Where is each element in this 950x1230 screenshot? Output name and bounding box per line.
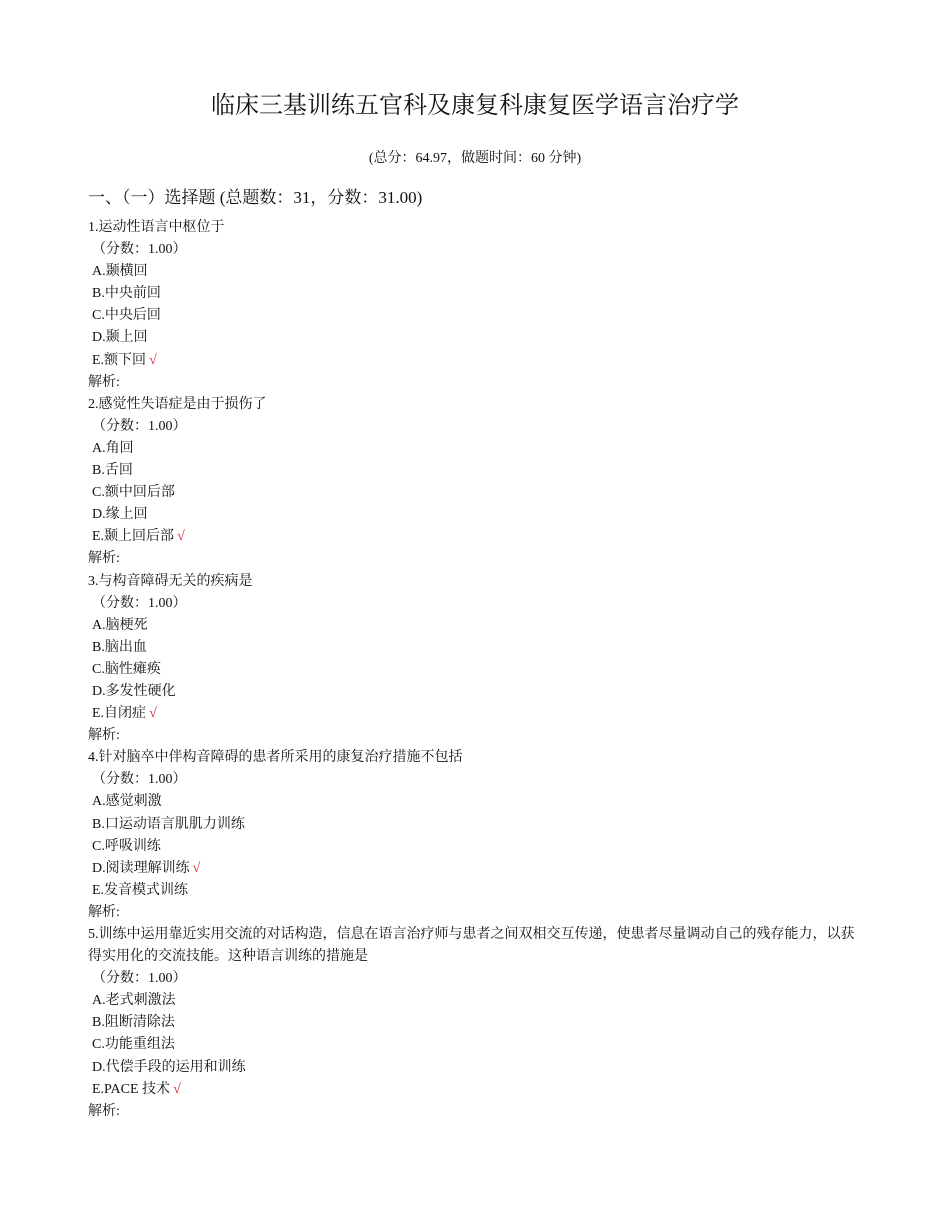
question-1 (88, 217, 863, 394)
option-text: E.自闭症 (92, 706, 147, 722)
option-d (88, 858, 863, 880)
option-d (88, 681, 863, 703)
document-title: 临床三基训练五官科及康复科康复医学语言治疗学 (211, 91, 739, 119)
option-text: A.角回 (92, 440, 134, 456)
option-c (88, 305, 863, 327)
option-text: A.脑梗死 (92, 617, 148, 633)
option-d (88, 504, 863, 526)
option-text: B.口运动语言肌肌力训练 (92, 816, 245, 832)
section-heading: 一、（一）选择题 (总题数：31，分数：31.00) (88, 188, 423, 207)
option-text: D.缘上回 (92, 507, 148, 523)
option-d (88, 327, 863, 349)
option-e (88, 880, 863, 902)
option-a (88, 438, 863, 460)
option-text: A.老式刺激法 (92, 993, 176, 1009)
question-analysis: 解析: (88, 728, 120, 744)
option-b (88, 1012, 863, 1034)
option-text: E.额下回 (92, 352, 147, 368)
option-text: A.颞横回 (92, 264, 148, 280)
question-3 (88, 571, 863, 748)
option-text: C.中央后回 (92, 308, 161, 324)
option-text: E.发音模式训练 (92, 882, 189, 898)
option-text: B.阻断清除法 (92, 1015, 175, 1031)
option-text: C.额中回后部 (92, 485, 175, 501)
question-stem: 1.运动性语言中枢位于 (88, 220, 225, 235)
question-stem: 2.感觉性失语症是由于损伤了 (88, 396, 267, 412)
correct-check-icon: √ (177, 529, 185, 545)
option-text: C.脑性瘫痪 (92, 661, 161, 677)
question-analysis: 解析: (88, 374, 120, 390)
option-d (88, 1057, 863, 1079)
option-a (88, 615, 863, 637)
question-analysis: 解析: (88, 551, 120, 567)
question-list (88, 217, 863, 1123)
option-text: B.舌回 (92, 463, 133, 479)
option-c (88, 836, 863, 858)
question-2 (88, 394, 863, 571)
option-text: D.代偿手段的运用和训练 (92, 1059, 246, 1075)
option-a (88, 990, 863, 1012)
correct-check-icon: √ (173, 1081, 181, 1097)
question-score: （分数：1.00） (92, 418, 187, 434)
correct-check-icon: √ (149, 706, 157, 722)
question-stem: 4.针对脑卒中伴构音障碍的患者所采用的康复治疗措施不包括 (88, 750, 463, 766)
document-subtitle: (总分：64.97，做题时间：60 分钟) (368, 151, 582, 166)
option-text: A.感觉刺激 (92, 794, 162, 810)
option-e (88, 350, 863, 372)
question-5 (88, 924, 863, 1123)
option-e (88, 526, 863, 548)
question-analysis: 解析: (88, 904, 120, 920)
option-a (88, 261, 863, 283)
option-text: E.PACE 技术 (92, 1081, 171, 1097)
option-b (88, 814, 863, 836)
option-text: E.颞上回后部 (92, 529, 175, 545)
question-4 (88, 747, 863, 924)
option-text: D.颞上回 (92, 330, 148, 346)
question-score: （分数：1.00） (92, 242, 187, 258)
question-analysis: 解析: (88, 1103, 120, 1119)
option-b (88, 637, 863, 659)
option-text: C.呼吸训练 (92, 838, 161, 854)
option-text: D.阅读理解训练 (92, 860, 190, 876)
option-text: B.中央前回 (92, 286, 161, 302)
option-c (88, 659, 863, 681)
option-e (88, 1079, 863, 1101)
option-text: D.多发性硬化 (92, 683, 176, 699)
correct-check-icon: √ (192, 860, 201, 876)
question-score: （分数：1.00） (92, 971, 187, 987)
option-text: B.脑出血 (92, 639, 147, 655)
question-score: （分数：1.00） (92, 772, 187, 788)
option-text: C.功能重组法 (92, 1037, 175, 1053)
option-b (88, 460, 863, 482)
option-a (88, 791, 863, 813)
question-stem: 3.与构音障碍无关的疾病是 (88, 573, 253, 589)
option-b (88, 283, 863, 305)
option-e (88, 703, 863, 725)
question-score: （分数：1.00） (92, 595, 187, 611)
option-c (88, 482, 863, 504)
correct-check-icon: √ (149, 352, 157, 368)
question-stem: 5.训练中运用靠近实用交流的对话构造，信息在语言治疗师与患者之间双相交互传递，使患者尽量调动自己的残存能力，以获得实用化的交流技能。这种语言训练的措施是 (88, 927, 855, 965)
option-c (88, 1034, 863, 1056)
